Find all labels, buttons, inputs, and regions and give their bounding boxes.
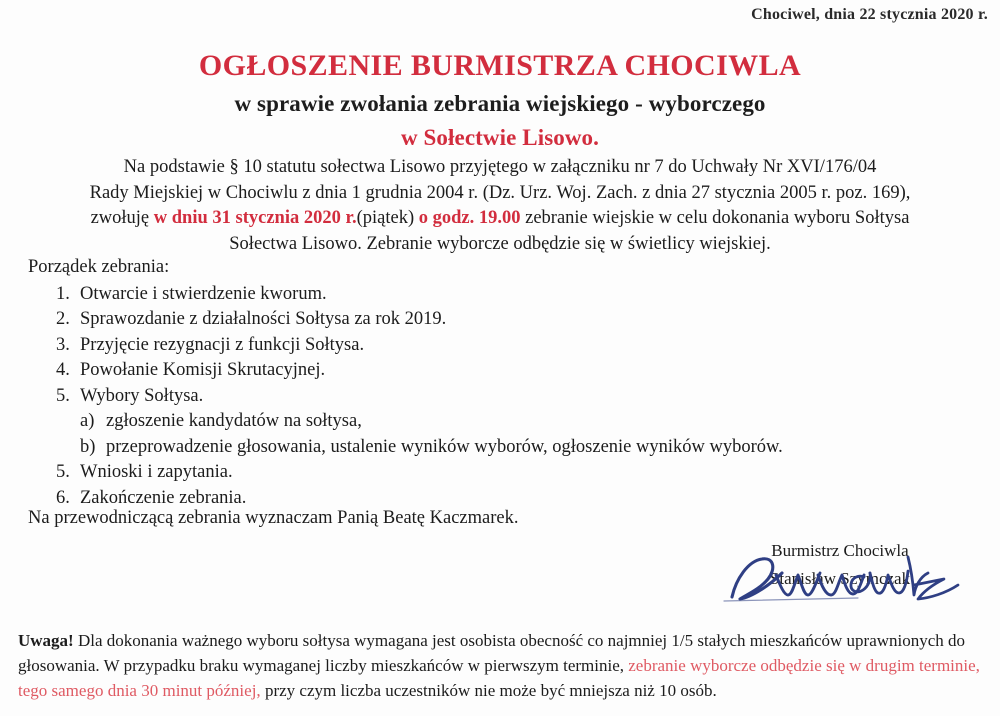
agenda-item-label: Powołanie Komisji Skrutacyjnej. xyxy=(80,360,326,380)
agenda-list xyxy=(28,282,958,512)
agenda-item-marker: 1. xyxy=(56,283,70,304)
signature-name: Stanisław Szymczak xyxy=(769,569,911,588)
agenda-item-marker: a) xyxy=(80,411,95,431)
agenda-item-marker: 3. xyxy=(56,334,70,355)
header-date: Chociwel, dnia 22 stycznia 2020 r. xyxy=(751,6,988,23)
agenda-heading: Porządek zebrania: xyxy=(28,257,170,277)
agenda-item xyxy=(28,460,958,486)
agenda-item xyxy=(28,358,958,384)
intro-paragraph xyxy=(28,155,972,257)
note-text-after: przy czym liczba uczestników nie może być mniejsza niż 10 osób. xyxy=(260,681,717,700)
agenda-item-marker: 6. xyxy=(56,487,70,508)
agenda-item-label: zgłoszenie kandydatów na sołtysa, xyxy=(106,411,362,431)
agenda-subitem xyxy=(28,409,958,435)
agenda-item-marker: 4. xyxy=(56,360,70,380)
chairperson-line: Na przewodniczącą zebrania wyznaczam Panią Beatę Kaczmarek. xyxy=(28,508,519,528)
agenda-item-label: Wybory Sołtysa. xyxy=(80,385,204,406)
agenda-item-label: Sprawozdanie z działalności Sołtysa za rok 2019. xyxy=(80,309,447,329)
intro-line-3-plain-a: zwołuję xyxy=(90,208,154,228)
signature-block xyxy=(700,537,980,593)
page-subtitle-location: w Sołectwie Lisowo. xyxy=(400,125,600,151)
agenda-item-marker: 2. xyxy=(56,309,70,329)
signature-role: Burmistrz Chociwla xyxy=(771,541,909,560)
agenda-item-label: Przyjęcie rezygnacji z funkcji Sołtysa. xyxy=(80,334,365,355)
note-second-term-highlight: zebranie wyborcze odbędzie się w drugim terminie, tego samego dnia 30 minut później, xyxy=(18,656,980,700)
agenda-item-label: Wnioski i zapytania. xyxy=(80,462,233,482)
intro-line-3-plain-c: zebranie wiejskie w celu dokonania wyboru Sołtysa xyxy=(520,208,910,228)
agenda-item-label: Otwarcie i stwierdzenie kworum. xyxy=(80,283,327,304)
agenda-item-label: Zakończenie zebrania. xyxy=(80,487,247,508)
note-text-before: Dla dokonania ważnego wyboru sołtysa wymagana jest osobista obecność co najmniej 1/5 stałych mieszkańców uprawnionych do głosowania. W przypadku braku wymaganej liczby mieszkańców w pierwszym terminie, xyxy=(18,631,966,675)
page-title: OGŁOSZENIE BURMISTRZA CHOCIWLA xyxy=(198,49,802,82)
intro-line-4: Sołectwa Lisowo. Zebranie wyborcze odbędzie się w świetlicy wiejskiej. xyxy=(229,233,771,254)
page-subtitle: w sprawie zwołania zebrania wiejskiego - wyborczego xyxy=(234,91,766,117)
agenda-subitem xyxy=(28,435,958,461)
intro-line-2: Rady Miejskiej w Chociwlu z dnia 1 grudnia 2004 r. (Dz. Urz. Woj. Zach. z dnia 27 stycznia 2005 r. poz. 169), xyxy=(89,182,911,203)
agenda-item-label: przeprowadzenie głosowania, ustalenie wyników wyborów, ogłoszenie wyników wyborów. xyxy=(106,436,783,457)
agenda-item xyxy=(28,307,958,333)
meeting-date-highlight: w dniu 31 stycznia 2020 r. xyxy=(153,208,357,228)
agenda-item-marker: b) xyxy=(80,436,96,457)
intro-line-3-plain-b: (piątek) xyxy=(356,208,419,228)
agenda-item-marker: 5. xyxy=(56,385,70,406)
agenda-item xyxy=(28,282,958,308)
agenda-item xyxy=(28,384,958,410)
intro-line-3 xyxy=(28,206,972,232)
meeting-time-highlight: o godz. 19.00 xyxy=(418,208,521,228)
intro-line-1: Na podstawie § 10 statutu sołectwa Lisowo przyjętego w załączniku nr 7 do Uchwały Nr XVI/176/04 xyxy=(123,157,877,177)
agenda-section xyxy=(28,255,958,511)
title-block xyxy=(0,50,1000,151)
footer-note xyxy=(18,628,984,703)
agenda-item-marker: 5. xyxy=(56,462,70,482)
note-warning-label: Uwaga! xyxy=(18,631,74,650)
agenda-item xyxy=(28,333,958,359)
